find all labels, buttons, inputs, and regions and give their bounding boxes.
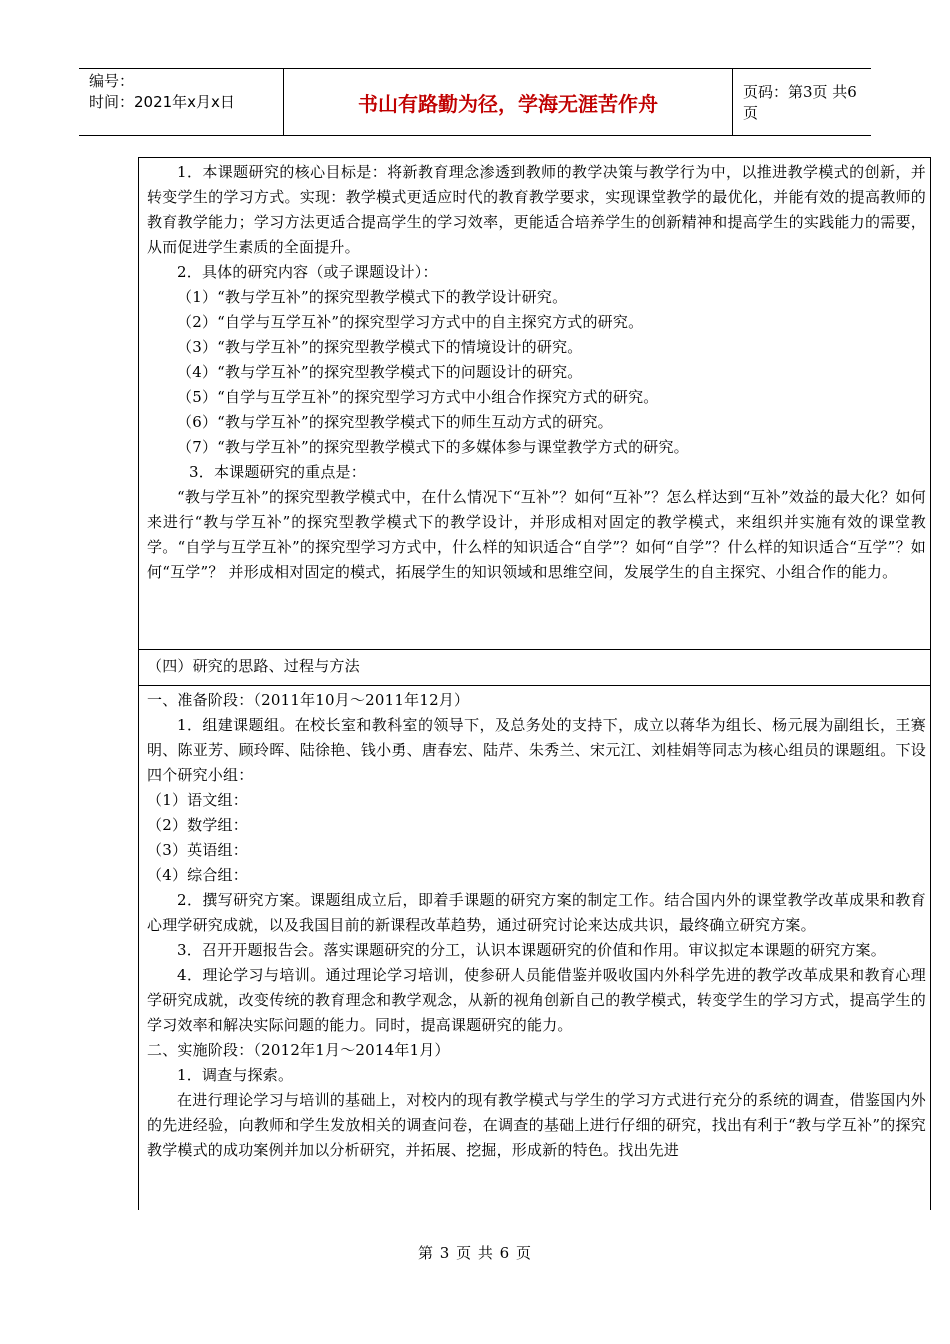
section-heading: （四）研究的思路、过程与方法 xyxy=(147,657,360,675)
paragraph: 4．理论学习与培训。通过理论学习培训，使参研人员能借鉴并吸收国内外科学先进的教学改革成果和教育心理学研究成就，改变传统的教育理念和教学观念，从新的视角创新自己的教学模式，转变学生的学习方式，提高学生的学习效率和解决实际问题的能力。同时，提高课题研究的能力。 xyxy=(147,966,926,1034)
list-item: （4）综合组： xyxy=(147,866,248,884)
stage-heading: 一、准备阶段：（2011年10月～2011年12月） xyxy=(147,691,470,709)
list-item: （3）英语组： xyxy=(147,841,248,859)
document-header xyxy=(79,68,871,136)
header-motto: 书山有路勤为径，学海无涯苦作舟 xyxy=(358,91,658,116)
list-item: （2）数学组： xyxy=(147,816,248,834)
paragraph: 1．调查与探索。 xyxy=(177,1066,294,1084)
document-number-label: 编号： xyxy=(89,72,135,90)
document-date: 时间：2021年x月x日 xyxy=(89,93,235,111)
paragraph: 在进行理论学习与培训的基础上，对校内的现有教学模式与学生的学习方式进行充分的系统的调查，借鉴国内外的先进经验，向教师和学生发放相关的调查问卷，在调查的基础上进行仔细的研究，找出有利于“教与学互补”的探究教学模式的成功案例并加以分析研究，并拓展、挖掘，形成新的特色。找出先进 xyxy=(147,1091,926,1159)
list-item: （6）“教与学互补”的探究型教学模式下的师生互动方式的研究。 xyxy=(177,413,613,431)
paragraph: 1．本课题研究的核心目标是：将新教育理念渗透到教师的教学决策与教学行为中，以推进教学模式的创新，并转变学生的学习方式。实现：教学模式更适应时代的教育教学要求，实现课堂教学的最优化，并能有效的提高教师的教育教学能力；学习方法更适合提高学生的学习效率，更能适合培养学生的创新精神和提高学生的实践能力的需要，从而促进学生素质的全面提升。 xyxy=(147,163,926,256)
list-item: （1）语文组： xyxy=(147,791,248,809)
paragraph: 3．召开开题报告会。落实课题研究的分工，认识本课题研究的价值和作用。审议拟定本课题的研究方案。 xyxy=(177,941,886,959)
list-item: （5）“自学与互学互补”的探究型学习方式中小组合作探究方式的研究。 xyxy=(177,388,659,406)
paragraph: 3．本课题研究的重点是： xyxy=(189,463,366,481)
paragraph: “教与学互补”的探究型教学模式中，在什么情况下“互补”？如何“互补”？怎么样达到“互补”效益的最大化？如何来进行“教与学互补”的探究型教学模式下的教学设计，并形成相对固定的教学模式，来组织并实施有效的课堂教学。“自学与互学互补”的探究型学习方式中，什么样的知识适合“自学”？如何“自学”？什么样的知识适合“互学”？如何“互学”？ 并形成相对固定的模式，拓展学生的知识领域和思维空间，发展学生的自主探究、小组合作的能力。 xyxy=(147,488,926,581)
header-page-code: 页码：第3页 共6页 xyxy=(743,83,857,122)
header-motto-cell xyxy=(284,69,733,135)
page-footer: 第 3 页 共 6 页 xyxy=(418,1244,532,1262)
content-table xyxy=(138,157,931,1210)
research-process-cell xyxy=(139,686,930,1211)
list-item: （4）“教与学互补”的探究型教学模式下的问题设计的研究。 xyxy=(177,363,583,381)
list-item: （7）“教与学互补”的探究型教学模式下的多媒体参与课堂教学方式的研究。 xyxy=(177,438,689,456)
research-goals-cell xyxy=(139,158,930,650)
paragraph: 1．组建课题组。在校长室和教科室的领导下，及总务处的支持下，成立以蒋华为组长、杨元展为副组长，王赛明、陈亚芳、顾玲晖、陆徐艳、钱小勇、唐春宏、陆芹、朱秀兰、宋元江、刘桂娟等同志为核心组员的课题组。下设四个研究小组： xyxy=(147,716,926,784)
list-item: （3）“教与学互补”的探究型教学模式下的情境设计的研究。 xyxy=(177,338,583,356)
header-page-cell xyxy=(733,69,871,135)
section-heading-cell xyxy=(139,650,930,686)
stage-heading: 二、实施阶段：（2012年1月～2014年1月） xyxy=(147,1041,450,1059)
header-info-cell xyxy=(79,69,284,135)
paragraph: 2．撰写研究方案。课题组成立后，即着手课题的研究方案的制定工作。结合国内外的课堂教学改革成果和教育心理学研究成就，以及我国目前的新课程改革趋势，通过研究讨论来达成共识，最终确立研究方案。 xyxy=(147,891,926,934)
list-item: （2）“自学与互学互补”的探究型学习方式中的自主探究方式的研究。 xyxy=(177,313,644,331)
list-item: （1）“教与学互补”的探究型教学模式下的教学设计研究。 xyxy=(177,288,568,306)
paragraph: 2．具体的研究内容（或子课题设计）： xyxy=(177,263,438,281)
